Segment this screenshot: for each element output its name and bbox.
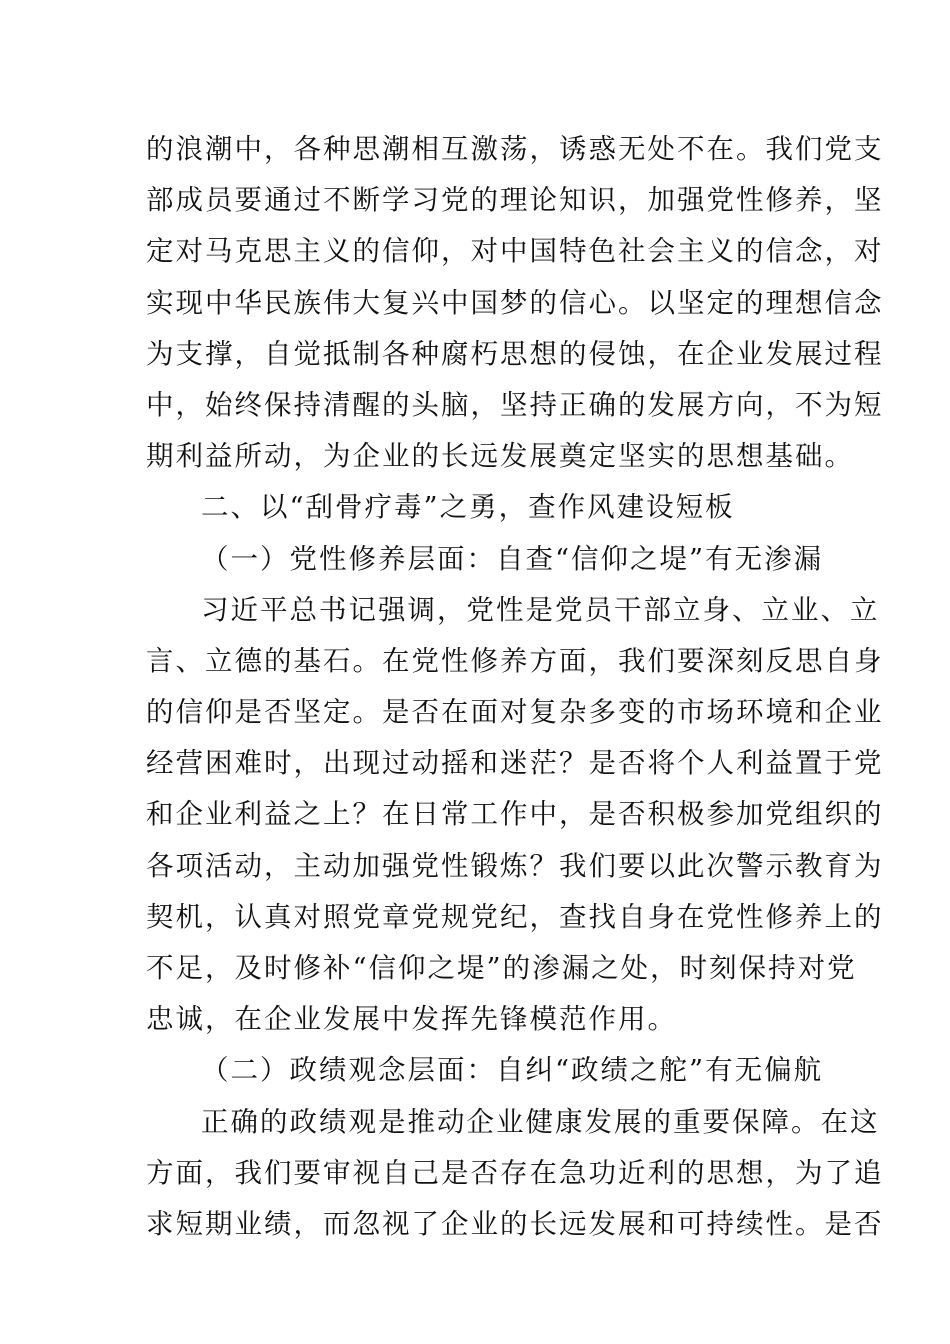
text-line: 为支撑，自觉抵制各种腐朽思想的侵蚀，在企业发展过程: [146, 337, 884, 370]
text-line: 部成员要通过不断学习党的理论知识，加强党性修养，坚: [146, 184, 884, 217]
text-line: 的信仰是否坚定。是否在面对复杂多变的市场环境和企业: [146, 696, 884, 729]
paragraph-party-spirit: [146, 585, 884, 1046]
document-body: [146, 124, 884, 1250]
text-line: 方面，我们要审视自己是否存在急功近利的思想，为了追: [146, 1156, 884, 1189]
text-line: 中，始终保持清醒的头脑，坚持正确的发展方向，不为短: [146, 388, 884, 421]
paragraph-performance: [146, 1097, 884, 1251]
text-line: 正确的政绩观是推动企业健康发展的重要保障。在这: [201, 1105, 880, 1138]
subsection-heading-party-spirit: （一）党性修养层面：自查“信仰之堤”有无渗漏: [201, 542, 824, 575]
text-line: 经营困难时，出现过动摇和迷茫？是否将个人利益置于党: [146, 747, 884, 780]
text-line: 求短期业绩，而忽视了企业的长远发展和可持续性。是否: [146, 1207, 884, 1240]
subsection-heading-performance: （二）政绩观念层面：自纠“政绩之舵”有无偏航: [201, 1054, 824, 1087]
section-heading: 二、以“刮骨疗毒”之勇，查作风建设短板: [201, 491, 735, 524]
text-line: 和企业利益之上？在日常工作中，是否积极参加党组织的: [146, 798, 884, 831]
text-line: 忠诚，在企业发展中发挥先锋模范作用。: [146, 1003, 677, 1036]
text-line: 不足，及时修补“信仰之堤”的渗漏之处，时刻保持对党: [146, 952, 857, 984]
text-line: 习近平总书记强调，党性是党员干部立身、立业、立: [201, 593, 880, 626]
text-line: 定对马克思主义的信仰，对中国特色社会主义的信念，对: [146, 235, 884, 268]
text-line: 契机，认真对照党章党规党纪，查找自身在党性修养上的: [146, 900, 884, 933]
text-line: 的浪潮中，各种思潮相互激荡，诱惑无处不在。我们党支: [146, 133, 884, 165]
paragraph-ideals: [146, 124, 884, 482]
text-line: 言、立德的基石。在党性修养方面，我们要深刻反思自身: [146, 644, 884, 677]
text-line: 期利益所动，为企业的长远发展奠定坚实的思想基础。: [146, 440, 854, 473]
text-line: 各项活动，主动加强党性锻炼？我们要以此次警示教育为: [146, 849, 884, 882]
text-line: 实现中华民族伟大复兴中国梦的信心。以坚定的理想信念: [146, 286, 884, 319]
